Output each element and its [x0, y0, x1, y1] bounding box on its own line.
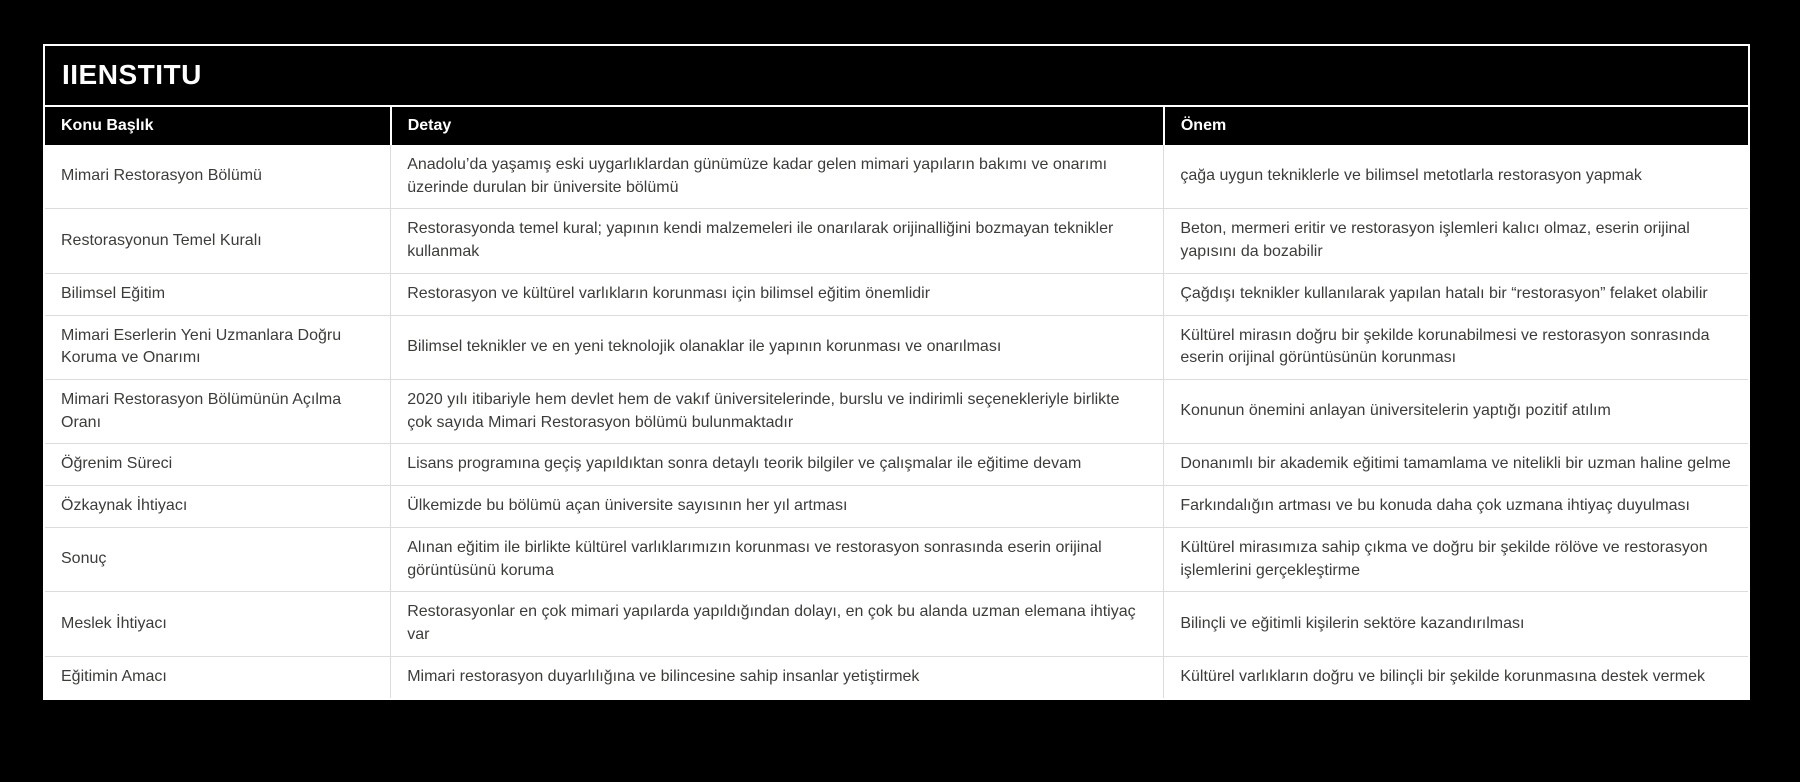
cell-onem: Donanımlı bir akademik eğitimi tamamlama ve nitelikli bir uzman haline gelme: [1164, 444, 1748, 486]
cell-konu: Restorasyonun Temel Kuralı: [45, 209, 391, 273]
table-row: [45, 380, 1748, 444]
cell-onem: Bilinçli ve eğitimli kişilerin sektöre kazandırılması: [1164, 592, 1748, 656]
cell-detay: Anadolu’da yaşamış eski uygarlıklardan günümüze kadar gelen mimari yapıların bakımı ve onarımı üzerinde durulan bir üniversite bölümü: [391, 145, 1164, 209]
table-row: [45, 592, 1748, 656]
column-header-detay: Detay: [391, 107, 1164, 145]
table-header: [45, 107, 1748, 145]
cell-konu: Öğrenim Süreci: [45, 444, 391, 486]
cell-detay: Alınan eğitim ile birlikte kültürel varlıklarımızın korunması ve restorasyon sonrasında eserin orijinal görüntüsünü koruma: [391, 527, 1164, 591]
table-row: [45, 273, 1748, 315]
cell-detay: Restorasyonlar en çok mimari yapılarda yapıldığından dolayı, en çok bu alanda uzman elemana ihtiyaç var: [391, 592, 1164, 656]
cell-detay: Mimari restorasyon duyarlılığına ve bilincesine sahip insanlar yetiştirmek: [391, 656, 1164, 697]
cell-konu: Mimari Restorasyon Bölümünün Açılma Oranı: [45, 380, 391, 444]
cell-detay: Lisans programına geçiş yapıldıktan sonra detaylı teorik bilgiler ve çalışmalar ile eğitime devam: [391, 444, 1164, 486]
table-row: [45, 444, 1748, 486]
cell-onem: Kültürel mirasın doğru bir şekilde korunabilmesi ve restorasyon sonrasında eserin orijinal görüntüsünün korunması: [1164, 315, 1748, 379]
cell-onem: Kültürel varlıkların doğru ve bilinçli bir şekilde korunmasına destek vermek: [1164, 656, 1748, 697]
table-body: [45, 145, 1748, 698]
cell-detay: Ülkemizde bu bölümü açan üniversite sayısının her yıl artması: [391, 486, 1164, 528]
cell-onem: çağa uygun tekniklerle ve bilimsel metotlarla restorasyon yapmak: [1164, 145, 1748, 209]
cell-konu: Meslek İhtiyacı: [45, 592, 391, 656]
cell-konu: Mimari Eserlerin Yeni Uzmanlara Doğru Koruma ve Onarımı: [45, 315, 391, 379]
column-header-konu-baslik: Konu Başlık: [45, 107, 391, 145]
cell-detay: Bilimsel teknikler ve en yeni teknolojik olanaklar ile yapının korunması ve onarılması: [391, 315, 1164, 379]
cell-konu: Eğitimin Amacı: [45, 656, 391, 697]
table-row: [45, 209, 1748, 273]
cell-onem: Çağdışı teknikler kullanılarak yapılan hatalı bir “restorasyon” felaket olabilir: [1164, 273, 1748, 315]
cell-konu: Bilimsel Eğitim: [45, 273, 391, 315]
table-row: [45, 486, 1748, 528]
cell-detay: Restorasyon ve kültürel varlıkların korunması için bilimsel eğitim önemlidir: [391, 273, 1164, 315]
cell-konu: Özkaynak İhtiyacı: [45, 486, 391, 528]
info-table: [45, 107, 1748, 698]
cell-onem: Konunun önemini anlayan üniversitelerin yaptığı pozitif atılım: [1164, 380, 1748, 444]
column-header-onem: Önem: [1164, 107, 1748, 145]
header-row: [45, 107, 1748, 145]
cell-konu: Sonuç: [45, 527, 391, 591]
cell-onem: Farkındalığın artması ve bu konuda daha çok uzmana ihtiyaç duyulması: [1164, 486, 1748, 528]
table-row: [45, 315, 1748, 379]
cell-detay: 2020 yılı itibariyle hem devlet hem de vakıf üniversitelerinde, burslu ve indirimli seçenekleriyle birlikte çok sayıda Mimari Restorasyon bölümü bulunmaktadır: [391, 380, 1164, 444]
table-row: [45, 527, 1748, 591]
cell-konu: Mimari Restorasyon Bölümü: [61, 167, 262, 185]
cell-onem: Beton, mermeri eritir ve restorasyon işlemleri kalıcı olmaz, eserin orijinal yapısını da bozabilir: [1164, 209, 1748, 273]
page-title: IIENSTITU: [45, 46, 1748, 107]
cell-onem: Kültürel mirasımıza sahip çıkma ve doğru bir şekilde rölöve ve restorasyon işlemlerini gerçekleştirme: [1164, 527, 1748, 591]
content-frame: [43, 44, 1750, 700]
table-row: [45, 145, 1748, 209]
table-row: [45, 656, 1748, 697]
cell-detay: Restorasyonda temel kural; yapının kendi malzemeleri ile onarılarak orijinalliğini bozmayan teknikler kullanmak: [391, 209, 1164, 273]
